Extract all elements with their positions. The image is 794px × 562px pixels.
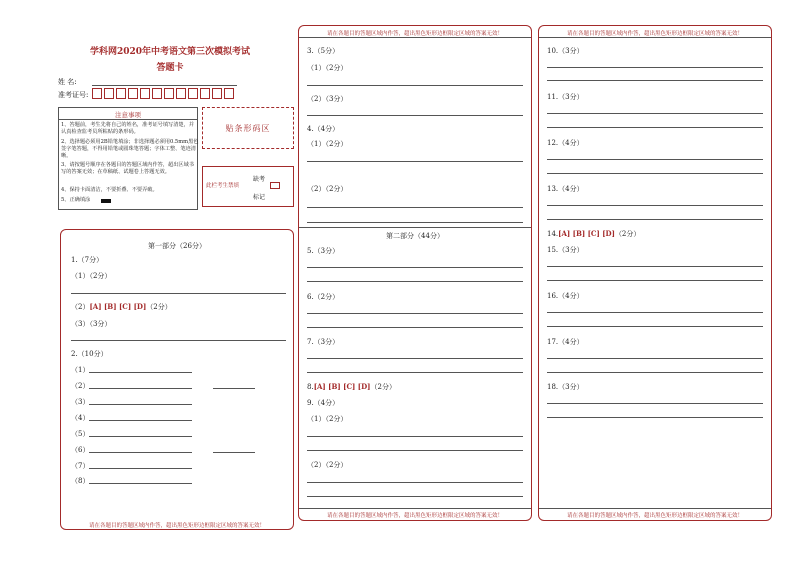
id-box[interactable] (104, 88, 114, 99)
part1-panel (60, 229, 294, 530)
q4-1-label: （1）（2分） (307, 140, 348, 148)
q18-answer-line[interactable] (547, 403, 763, 404)
q13b-answer-line[interactable] (547, 219, 763, 220)
q8-label (307, 382, 396, 392)
q13-answer-line[interactable] (547, 205, 763, 206)
id-box[interactable] (212, 88, 222, 99)
page-subtitle: 答题卡 (156, 63, 184, 73)
q10-label: 10.（3分） (547, 47, 584, 55)
q7b-answer-line[interactable] (307, 372, 523, 373)
q12-answer-line[interactable] (547, 159, 763, 160)
name-field[interactable] (92, 85, 237, 86)
q2-2b-answer-line[interactable] (213, 388, 255, 389)
q2-item-2: （2） (71, 382, 90, 390)
q1-label: 1.（7分） (71, 256, 104, 264)
q13-label: 13.（4分） (547, 185, 584, 193)
middle-panel (298, 25, 532, 521)
q14-score: （2分） (614, 230, 641, 238)
q1-2-options[interactable]: [A] [B] [C] [D] (89, 302, 147, 311)
q5b-answer-line[interactable] (307, 281, 523, 282)
note-item-1: 1、答题前，考生先将自己的姓名，准考证号填写清楚，并认真检查监考员所粘贴的条形码。 (61, 122, 194, 135)
q2-3-answer-line[interactable] (89, 404, 192, 405)
id-box[interactable] (152, 88, 162, 99)
id-box[interactable] (92, 88, 102, 99)
id-box[interactable] (224, 88, 234, 99)
q9-1-label: （1）（2分） (307, 415, 348, 423)
q3-1-answer-line[interactable] (307, 85, 523, 86)
q3-label: 3.（5分） (307, 47, 340, 55)
barcode-label: 贴条形码区 (225, 124, 271, 133)
q14-prefix: 14. (547, 230, 559, 238)
q10b-answer-line[interactable] (547, 80, 763, 81)
q2-item-7: （7） (71, 462, 90, 470)
id-box[interactable] (116, 88, 126, 99)
q2-4-answer-line[interactable] (89, 420, 192, 421)
q5-label: 5.（3分） (307, 247, 340, 255)
q1-1-answer-line[interactable] (71, 293, 286, 294)
fill-sample (101, 199, 111, 203)
name-label: 姓 名: (58, 78, 77, 86)
q2-8-answer-line[interactable] (89, 483, 192, 484)
id-boxes[interactable] (92, 88, 242, 100)
q15-label: 15.（3分） (547, 246, 584, 254)
q4-1-answer-line[interactable] (307, 161, 523, 162)
q9-2-answer-line[interactable] (307, 482, 523, 483)
q16-answer-line[interactable] (547, 312, 763, 313)
q2-5-answer-line[interactable] (89, 436, 192, 437)
note-item-2: 2、选择题必须用2B铅笔填涂；非选择题必须用0.5mm黑色签字笔答题，不得用铅笔或圆珠笔答题；字体工整、笔迹清晰。 (61, 139, 199, 159)
q4-2-answer-line[interactable] (307, 207, 523, 208)
q14-options[interactable]: [A] [B] [C] [D] (558, 229, 615, 238)
q8-prefix: 8. (307, 383, 314, 391)
right-panel (538, 25, 772, 521)
q7-answer-line[interactable] (307, 358, 523, 359)
absent-mark-bottom: 标记 (253, 194, 266, 201)
q8-score: （2分） (370, 383, 396, 391)
part1-warning: 请在各题目的答题区域内作答，超出黑色矩形边框限定区域的答案无效！ (88, 523, 265, 529)
q2-item-6: （6） (71, 446, 90, 454)
q7-label: 7.（3分） (307, 338, 340, 346)
barcode-area (202, 107, 294, 149)
notes-box (58, 107, 198, 210)
q5-answer-line[interactable] (307, 267, 523, 268)
q2-6-answer-line[interactable] (89, 452, 192, 453)
page-title: 学科网2020年中考语文第三次模拟考试 (89, 47, 251, 57)
q2-item-8: （8） (71, 477, 90, 485)
mid-warning-bottom: 请在各题目的答题区域内作答，超出黑色矩形边框限定区域的答案无效！ (326, 513, 503, 519)
q14-label (547, 229, 640, 239)
q9-2b-answer-line[interactable] (307, 496, 523, 497)
id-box[interactable] (128, 88, 138, 99)
q16-label: 16.（4分） (547, 292, 584, 300)
q1-1-label: （1）（2分） (71, 272, 112, 280)
q9-1-answer-line[interactable] (307, 436, 523, 437)
q2-1-answer-line[interactable] (89, 372, 192, 373)
q4-2-label: （2）（2分） (307, 185, 348, 193)
q11-answer-line[interactable] (547, 113, 763, 114)
part1-title: 第一部分（26分） (148, 242, 206, 250)
q2-7-answer-line[interactable] (89, 468, 192, 469)
q11b-answer-line[interactable] (547, 127, 763, 128)
q2-label: 2.（10分） (71, 350, 108, 358)
q17b-answer-line[interactable] (547, 372, 763, 373)
q6b-answer-line[interactable] (307, 327, 523, 328)
part2-title: 第二部分（44分） (386, 232, 444, 240)
q2-item-1: （1） (71, 366, 90, 374)
absent-mark-top: 缺考 (253, 176, 266, 183)
q9-1b-answer-line[interactable] (307, 450, 523, 451)
q6-label: 6.（2分） (307, 293, 340, 301)
q1-2-prefix: （2） (71, 303, 90, 311)
q18-label: 18.（3分） (547, 383, 584, 391)
id-box[interactable] (188, 88, 198, 99)
q15b-answer-line[interactable] (547, 280, 763, 281)
note-item-5: 5、正确填涂 (61, 197, 91, 203)
q1-2-score: （2分） (146, 303, 172, 311)
q18b-answer-line[interactable] (547, 417, 763, 418)
q16b-answer-line[interactable] (547, 326, 763, 327)
absent-checkbox[interactable] (270, 182, 280, 189)
id-box[interactable] (140, 88, 150, 99)
q3-1-label: （1）（2分） (307, 64, 348, 72)
mid-warning-top: 请在各题目的答题区域内作答，超出黑色矩形边框限定区域的答案无效！ (326, 31, 503, 37)
id-box[interactable] (176, 88, 186, 99)
q2-6b-answer-line[interactable] (213, 452, 255, 453)
id-label: 准考证号: (58, 91, 89, 99)
q4-2b-answer-line[interactable] (307, 222, 523, 223)
q2-item-5: （5） (71, 430, 90, 438)
q12-label: 12.（4分） (547, 139, 584, 147)
q1-3-answer-line[interactable] (71, 340, 286, 341)
q17-answer-line[interactable] (547, 358, 763, 359)
q4-label: 4.（4分） (307, 125, 340, 133)
q10-answer-line[interactable] (547, 67, 763, 68)
id-box[interactable] (164, 88, 174, 99)
q17-label: 17.（4分） (547, 338, 584, 346)
q3-2-answer-line[interactable] (307, 115, 523, 116)
q2-2-answer-line[interactable] (89, 388, 192, 389)
q2-item-3: （3） (71, 398, 90, 406)
q2-item-4: （4） (71, 414, 90, 422)
right-warning-bottom: 请在各题目的答题区域内作答，超出黑色矩形边框限定区域的答案无效！ (566, 513, 743, 519)
notes-title: 注意事项 (115, 111, 141, 119)
q3-2-label: （2）（3分） (307, 95, 348, 103)
note-item-3: 3、请按题号顺序在各题目的答题区域内作答，超出区域书写的答案无效；在草稿纸、试题卷上答题无效。 (61, 162, 194, 175)
id-box[interactable] (200, 88, 210, 99)
q6-answer-line[interactable] (307, 313, 523, 314)
q1-3-label: （3）（3分） (71, 320, 112, 328)
absent-label: 此栏考生禁填 (206, 183, 240, 189)
q11-label: 11.（3分） (547, 93, 584, 101)
note-item-4: 4、保持卡面清洁，不要折叠、不要弄破。 (61, 187, 158, 193)
right-warning-top: 请在各题目的答题区域内作答，超出黑色矩形边框限定区域的答案无效！ (566, 31, 743, 37)
q15-answer-line[interactable] (547, 266, 763, 267)
q9-label: 9.（4分） (307, 399, 340, 407)
q8-options[interactable]: [A] [B] [C] [D] (313, 382, 371, 391)
q9-2-label: （2）（2分） (307, 461, 348, 469)
q1-2-label (71, 302, 172, 312)
q12b-answer-line[interactable] (547, 173, 763, 174)
absent-box (202, 166, 294, 207)
